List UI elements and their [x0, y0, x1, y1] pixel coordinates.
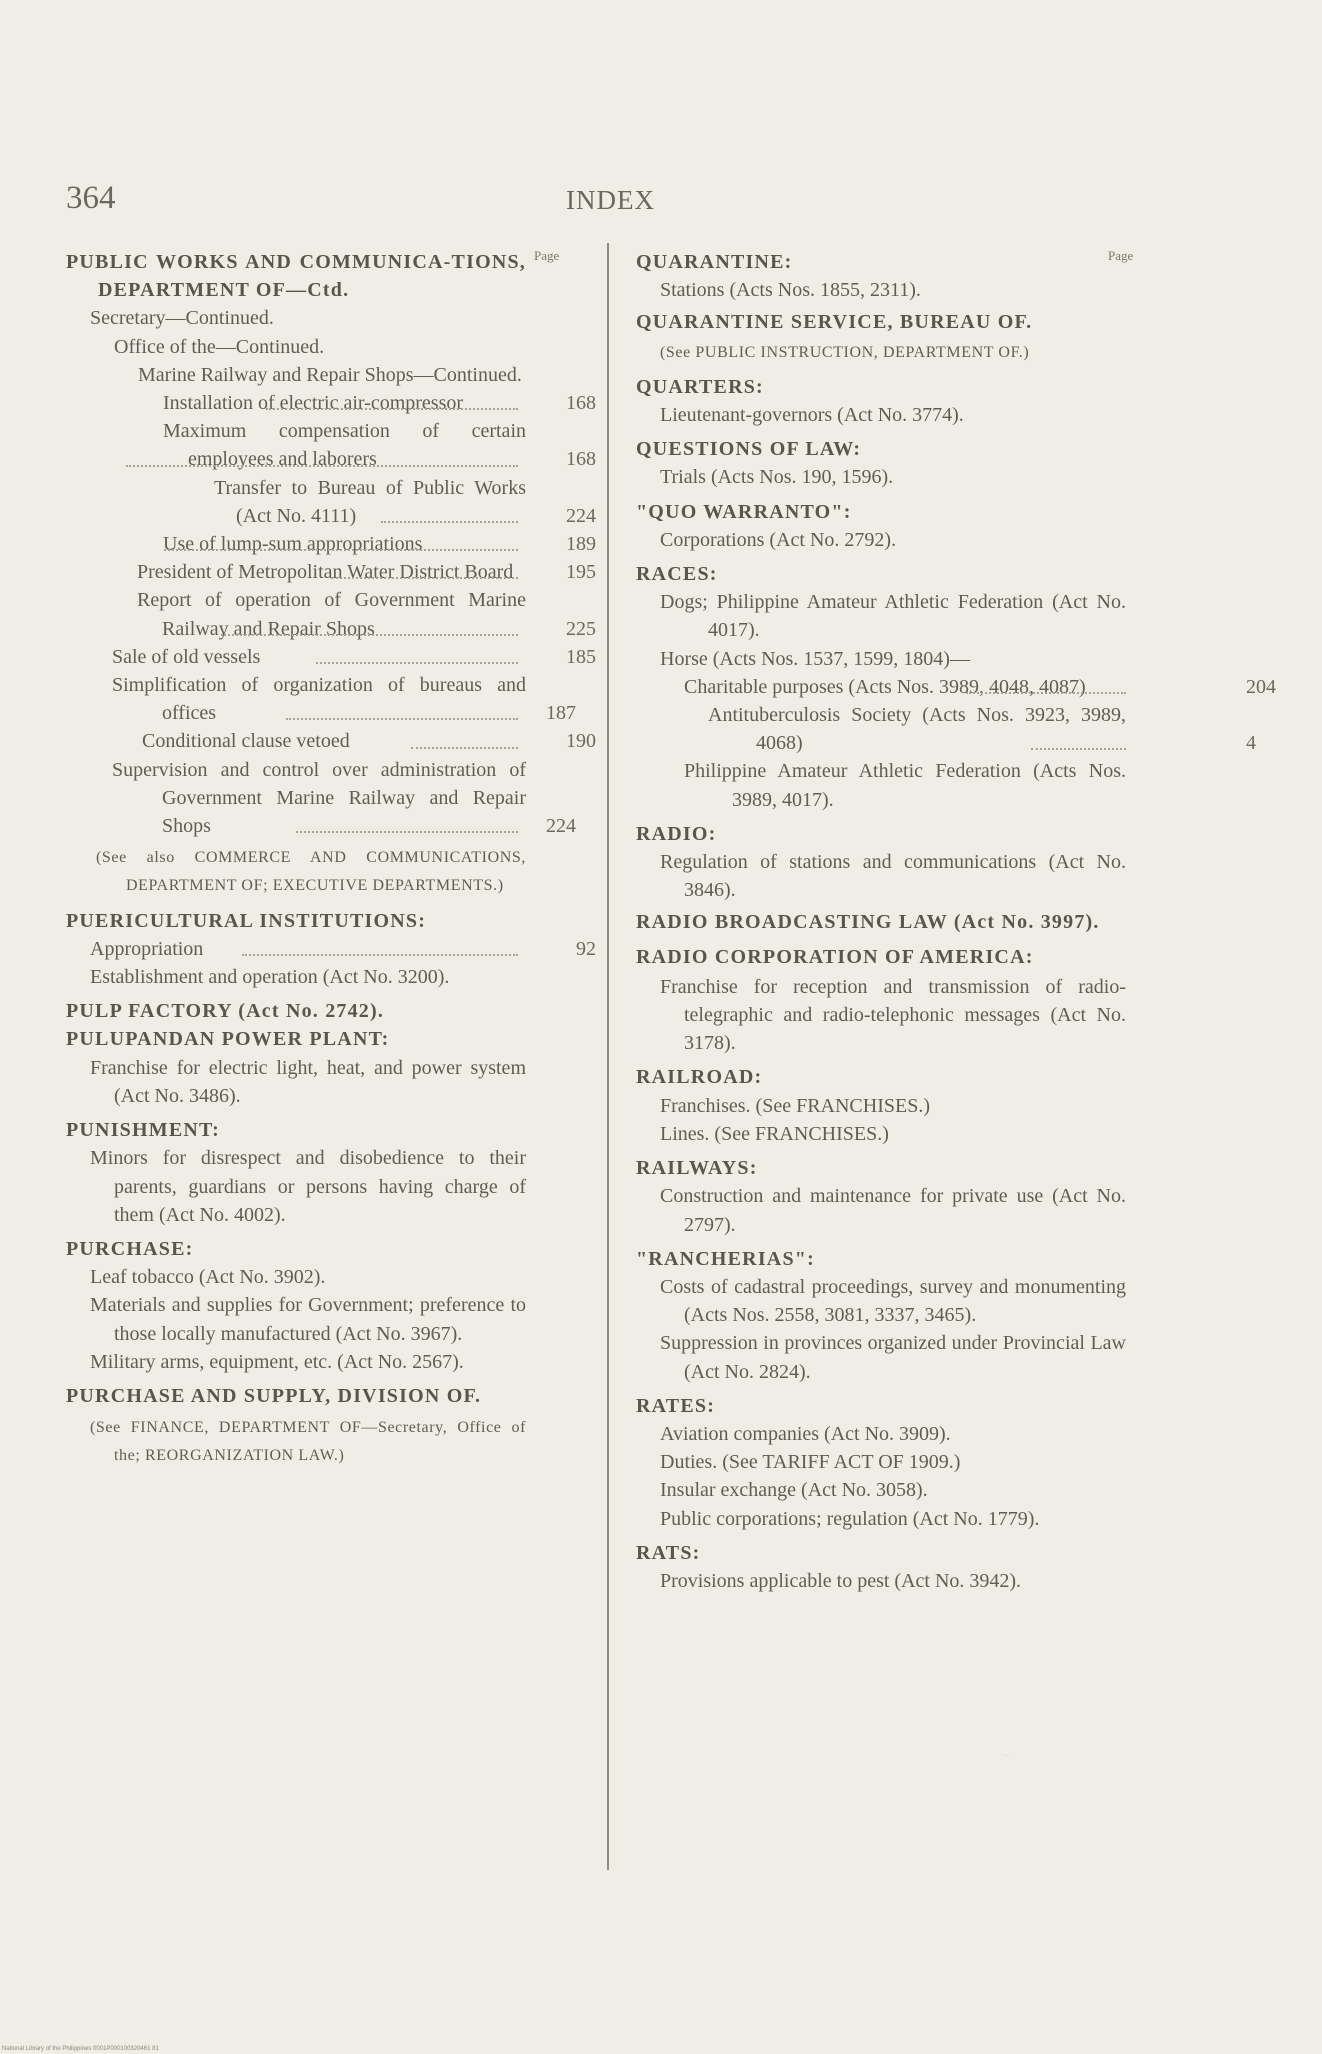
entry-text: Use of lump-sum appropriations — [163, 533, 423, 556]
page-title: INDEX — [566, 185, 655, 215]
entry-text: RADIO CORPORATION OF AMERICA: — [636, 945, 1034, 968]
entry-text: Insular exchange (Act No. 3058). — [660, 1479, 928, 1502]
entry-text: Maximum compensation of certain employees and laborers — [163, 420, 526, 471]
entry-text: Duties. (See TARIFF ACT OF 1909.) — [660, 1451, 961, 1474]
index-entry — [636, 973, 1166, 1058]
entry-text: PULUPANDAN POWER PLANT: — [66, 1028, 390, 1051]
index-entry — [66, 586, 596, 642]
entry-text: Secretary—Continued. — [90, 307, 274, 330]
index-heading — [636, 1539, 1166, 1567]
index-entry — [66, 417, 596, 473]
page-ref: 224 — [566, 504, 596, 527]
index-heading — [636, 1154, 1166, 1182]
index-heading — [636, 943, 1166, 971]
index-entry: Antituberculosis Society (Acts Nos. 3923, 3989, 4068) 4 — [636, 701, 1166, 757]
index-heading — [636, 435, 1166, 463]
entry-text: PUERICULTURAL INSTITUTIONS: — [66, 909, 427, 932]
column-divider — [607, 243, 609, 1870]
page-number: 364 — [66, 180, 116, 216]
index-heading — [66, 1235, 596, 1263]
entry-text: RADIO BROADCASTING LAW (Act No. 3997). — [636, 911, 1100, 934]
index-entry — [66, 1263, 596, 1291]
page-column-label: Page — [1108, 248, 1134, 263]
index-entry — [636, 1120, 1166, 1148]
index-entry — [66, 304, 596, 332]
page-ref: 92 — [576, 937, 596, 960]
dot-leader — [266, 408, 518, 410]
entry-text: Leaf tobacco (Act No. 3902). — [90, 1266, 326, 1289]
faint-stamp-mark: ˑ·ˑ — [1002, 1748, 1014, 1763]
index-entry — [66, 361, 596, 389]
page-ref: 189 — [566, 533, 596, 556]
entry-text: Minors for disrespect and disobedience to their parents, guardians or persons having charge of them (Act No. 4002). — [90, 1147, 526, 1226]
index-entry — [636, 1329, 1166, 1385]
index-heading — [66, 1025, 596, 1053]
entry-text: RACES: — [636, 563, 718, 586]
index-heading — [636, 820, 1166, 848]
index-column-right — [636, 248, 1276, 1595]
entry-text: Construction and maintenance for private use (Act No. 2797). — [660, 1185, 1126, 1236]
index-heading — [66, 1116, 596, 1144]
index-entry — [636, 757, 1166, 813]
entry-text: QUARANTINE: — [636, 251, 793, 273]
page-ref: 168 — [566, 448, 596, 471]
entry-text: Franchises. (See FRANCHISES.) — [660, 1094, 930, 1117]
entry-text: Trials (Acts Nos. 190, 1596). — [660, 466, 894, 489]
index-entry — [66, 963, 596, 991]
entry-text: Philippine Amateur Athletic Federation (Acts Nos. 3989, 4017). — [684, 760, 1126, 811]
entry-text: Supervision and control over administration of Government Marine Railway and Repair Shops — [112, 758, 526, 838]
index-entry — [636, 1567, 1166, 1595]
entry-text: Stations (Acts Nos. 1855, 2311). — [660, 279, 921, 302]
entry-text: Transfer to Bureau of Public Works (Act No. 4111) — [214, 476, 526, 527]
index-heading — [636, 1392, 1166, 1420]
index-entry — [636, 1448, 1166, 1476]
index-entry — [66, 333, 596, 361]
entry-text: Aviation companies (Act No. 3909). — [660, 1422, 951, 1445]
index-entry — [66, 1054, 596, 1110]
entry-text: Suppression in provinces organized under Provincial Law (Act No. 2824). — [660, 1332, 1126, 1383]
dot-leader — [164, 549, 518, 551]
entry-text: Antituberculosis Society (Acts Nos. 3923, 3989, 4068) — [708, 704, 1126, 755]
dot-leader — [242, 954, 518, 956]
dot-leader — [286, 718, 518, 720]
index-entry — [636, 848, 1166, 904]
index-heading — [636, 308, 1166, 336]
index-entry — [636, 588, 1166, 644]
index-entry — [636, 463, 1166, 491]
index-heading — [66, 1382, 596, 1410]
entry-text: Costs of cadastral proceedings, survey and monumenting (Acts Nos. 2558, 3081, 3337, 3465). — [660, 1275, 1126, 1327]
dot-leader — [316, 662, 518, 664]
entry-text: Franchise for reception and transmission of radio-telegraphic and radio-telephonic messages (Act No. 3178). — [660, 975, 1126, 1055]
page-ref: 195 — [566, 561, 596, 584]
entry-text: Marine Railway and Repair Shops—Continued. — [138, 363, 522, 386]
index-entry — [66, 1291, 596, 1347]
entry-text: RATES: — [636, 1394, 716, 1417]
entry-text: PURCHASE AND SUPPLY, DIVISION OF. — [66, 1384, 482, 1407]
page-ref: 225 — [566, 617, 596, 640]
index-entry — [636, 526, 1166, 554]
entry-text: Report of operation of Government Marine Railway and Repair Shops — [137, 589, 526, 640]
index-heading — [636, 1245, 1166, 1273]
entry-text: Simplification of organization of bureaus and offices — [112, 674, 526, 725]
dot-leader — [381, 521, 518, 523]
index-entry — [636, 276, 1166, 304]
page-ref: 190 — [566, 730, 596, 753]
index-heading — [66, 248, 596, 304]
entry-text: Military arms, equipment, etc. (Act No. 2567). — [90, 1350, 464, 1373]
index-entry — [66, 1348, 596, 1376]
entry-text: Corporations (Act No. 2792). — [660, 528, 897, 551]
entry-text: RADIO: — [636, 822, 717, 845]
entry-text: QUESTIONS OF LAW: — [636, 438, 862, 461]
entry-text: PULP FACTORY (Act No. 2742). — [66, 1000, 385, 1023]
index-entry — [66, 935, 596, 963]
entry-text: Lines. (See FRANCHISES.) — [660, 1122, 889, 1145]
entry-text: (See PUBLIC INSTRUCTION, DEPARTMENT OF.) — [660, 343, 1030, 361]
entry-text: "RANCHERIAS": — [636, 1247, 815, 1270]
cross-reference — [66, 844, 596, 900]
dot-leader — [966, 692, 1126, 694]
cross-reference — [636, 339, 1166, 367]
index-heading — [636, 560, 1166, 588]
index-entry — [66, 727, 596, 755]
entry-text: Horse (Acts Nos. 1537, 1599, 1804)— — [660, 647, 970, 670]
index-entry — [636, 645, 1166, 673]
cross-reference — [66, 1414, 596, 1470]
dot-leader — [126, 465, 518, 467]
entry-text: Appropriation — [90, 937, 204, 960]
index-entry — [636, 1273, 1166, 1329]
index-heading — [636, 908, 1166, 936]
entry-text: Establishment and operation (Act No. 3200). — [90, 966, 450, 989]
index-entry — [636, 1420, 1166, 1448]
dot-leader — [331, 577, 518, 579]
entry-text: Materials and supplies for Government; preference to those locally manufactured (Act No. 3967). — [90, 1294, 526, 1345]
entry-text: PUNISHMENT: — [66, 1119, 220, 1142]
index-heading — [636, 498, 1166, 526]
entry-text: PURCHASE: — [66, 1237, 194, 1260]
index-entry: Simplification of organization of bureaus and offices 187 — [66, 671, 596, 727]
entry-text: "QUO WARRANTO": — [636, 500, 852, 523]
index-heading — [66, 907, 596, 935]
entry-text: Conditional clause vetoed — [142, 730, 350, 753]
index-entry — [636, 1476, 1166, 1504]
entry-text: Lieutenant-governors (Act No. 3774). — [660, 404, 964, 427]
entry-text: President of Metropolitan Water District Board — [137, 561, 514, 584]
index-entry: Charitable purposes (Acts Nos. 3989, 4048, 4087) 204 — [636, 673, 1166, 701]
entry-text: Regulation of stations and communications (Act No. 3846). — [660, 851, 1126, 902]
entry-text: Office of the—Continued. — [114, 335, 325, 358]
entry-text: Charitable purposes (Acts Nos. 3989, 4048, 4087) — [684, 675, 1086, 698]
index-heading — [636, 1063, 1166, 1091]
entry-text: RAILWAYS: — [636, 1157, 758, 1180]
index-entry — [66, 1144, 596, 1229]
entry-text: PUBLIC WORKS AND COMMUNICA-TIONS, DEPARTMENT OF—Ctd. — [66, 251, 526, 302]
index-column-left — [66, 248, 596, 1471]
dot-leader — [221, 634, 518, 636]
entry-text: RATS: — [636, 1541, 701, 1564]
page-column-label: Page — [534, 248, 560, 263]
index-entry — [66, 389, 596, 417]
entry-text: QUARANTINE SERVICE, BUREAU OF. — [636, 311, 1033, 334]
index-heading — [636, 248, 1166, 276]
page-ref: 185 — [566, 645, 596, 668]
index-entry — [636, 1505, 1166, 1533]
index-entry — [636, 401, 1166, 429]
entry-text: Dogs; Philippine Amateur Athletic Federation (Act No. 4017). — [660, 591, 1126, 642]
entry-text: RAILROAD: — [636, 1066, 763, 1089]
entry-text: QUARTERS: — [636, 375, 764, 398]
entry-text: Franchise for electric light, heat, and power system (Act No. 3486). — [90, 1056, 526, 1107]
index-entry — [66, 643, 596, 671]
dot-leader — [296, 831, 518, 833]
index-heading — [636, 373, 1166, 401]
dot-leader — [411, 747, 518, 749]
page-ref: 168 — [566, 392, 596, 415]
index-entry — [636, 1182, 1166, 1238]
index-entry — [636, 1092, 1166, 1120]
index-entry — [66, 474, 596, 530]
entry-text: (See also COMMERCE AND COMMUNICATIONS, DEPARTMENT OF; EXECUTIVE DEPARTMENTS.) — [96, 849, 526, 895]
entry-text: (See FINANCE, DEPARTMENT OF—Secretary, Office of the; REORGANIZATION LAW.) — [90, 1419, 526, 1465]
dot-leader — [1031, 748, 1126, 750]
index-entry: Supervision and control over administration of Government Marine Railway and Repair Shops 224 — [66, 756, 596, 841]
entry-text: Provisions applicable to pest (Act No. 3942). — [660, 1569, 1022, 1592]
index-heading — [66, 997, 596, 1025]
index-entry — [66, 530, 596, 558]
entry-text: Installation of electric air-compressor — [163, 392, 464, 415]
entry-text: Sale of old vessels — [112, 645, 261, 668]
index-entry — [66, 558, 596, 586]
entry-text: Public corporations; regulation (Act No. 1779). — [660, 1507, 1040, 1530]
scan-footer: National Library of the Philippines 0001P000100320461 81 — [2, 2046, 159, 2052]
